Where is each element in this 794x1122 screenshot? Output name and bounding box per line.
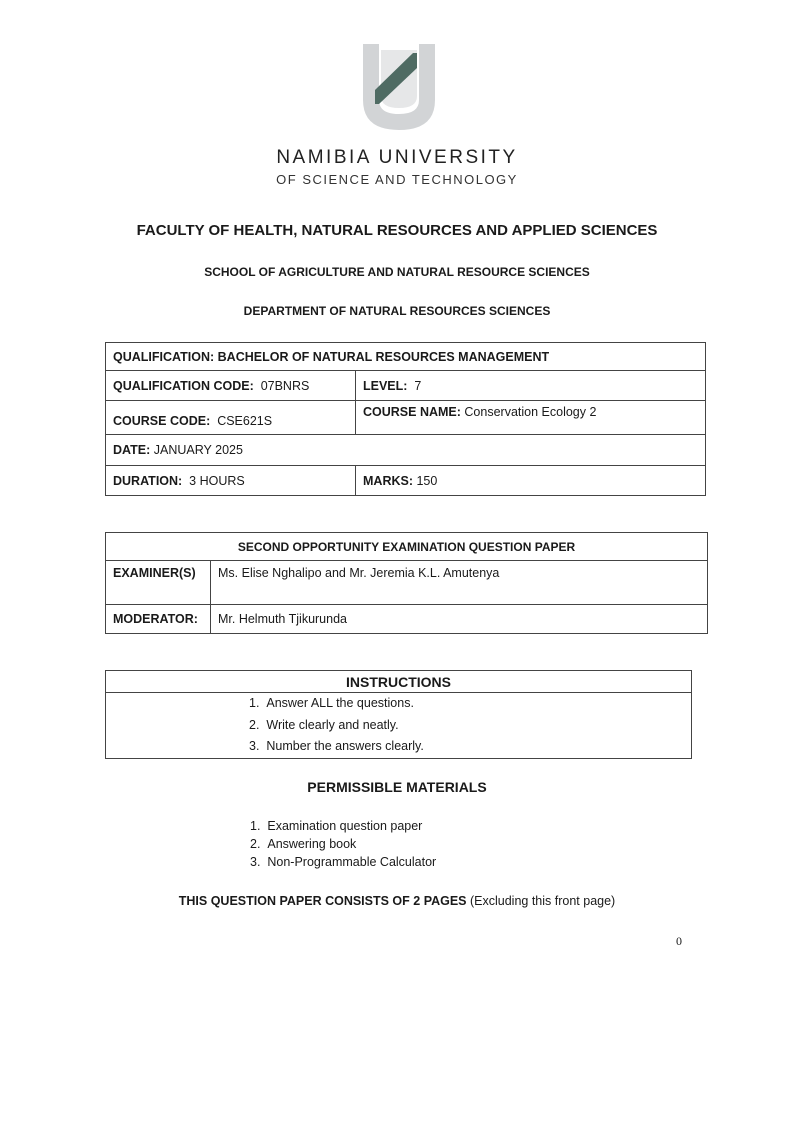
marks-cell: MARKS: 150	[356, 466, 706, 496]
qualification-cell: QUALIFICATION: BACHELOR OF NATURAL RESOURCES MANAGEMENT	[106, 343, 706, 371]
qualification-code-cell: QUALIFICATION CODE: 07BNRS	[106, 371, 356, 401]
level-cell: LEVEL: 7	[356, 371, 706, 401]
faculty-heading: FACULTY OF HEALTH, NATURAL RESOURCES AND APPLIED SCIENCES	[136, 222, 658, 239]
instruction-item: 1. Answer ALL the questions.	[249, 696, 414, 710]
university-logo	[355, 38, 443, 133]
permissible-materials-list	[250, 817, 436, 871]
school-heading: SCHOOL OF AGRICULTURE AND NATURAL RESOURCE SCIENCES	[204, 265, 590, 279]
examiners-label: EXAMINER(S)	[106, 561, 211, 605]
instructions-table	[105, 670, 692, 759]
university-name: NAMIBIA UNIVERSITY	[276, 147, 518, 168]
material-item: 3. Non-Programmable Calculator	[250, 855, 437, 869]
material-item: 1. Examination question paper	[250, 819, 423, 833]
instructions-list	[249, 693, 684, 758]
instructions-title: INSTRUCTIONS	[106, 671, 692, 693]
university-subtitle: OF SCIENCE AND TECHNOLOGY	[276, 172, 518, 187]
page-count-note: THIS QUESTION PAPER CONSISTS OF 2 PAGES (Excluding this front page)	[178, 894, 616, 908]
exam-title: SECOND OPPORTUNITY EXAMINATION QUESTION PAPER	[106, 533, 708, 561]
moderator-label: MODERATOR:	[106, 605, 211, 634]
instruction-item: 3. Number the answers clearly.	[249, 739, 424, 753]
department-heading: DEPARTMENT OF NATURAL RESOURCES SCIENCES	[243, 304, 551, 318]
exam-info-table	[105, 532, 708, 634]
course-name-cell: COURSE NAME: Conservation Ecology 2	[356, 401, 706, 435]
page-number: 0	[676, 934, 682, 948]
permissible-materials-title: PERMISSIBLE MATERIALS	[307, 779, 487, 795]
instruction-item: 2. Write clearly and neatly.	[249, 717, 399, 732]
course-info-table	[105, 342, 706, 496]
moderator-value: Mr. Helmuth Tjikurunda	[211, 605, 708, 634]
examiners-value: Ms. Elise Nghalipo and Mr. Jeremia K.L. Amutenya	[211, 561, 708, 605]
duration-cell: DURATION: 3 HOURS	[106, 466, 356, 496]
date-cell: DATE: JANUARY 2025	[106, 435, 706, 466]
course-code-cell: COURSE CODE: CSE621S	[106, 401, 356, 435]
material-item: 2. Answering book	[250, 837, 357, 851]
